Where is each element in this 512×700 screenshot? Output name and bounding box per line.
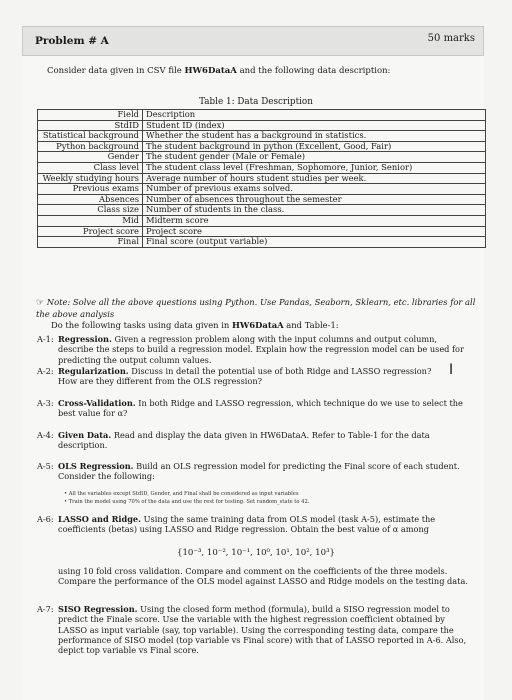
description-cell: Number of students in the class. xyxy=(143,205,486,216)
description-cell: Description xyxy=(143,110,486,121)
field-cell: Gender xyxy=(38,152,143,163)
ols-bullet-list xyxy=(64,490,309,506)
task-a1: A-1: Regression. Given a regression problem along with the input columns and output column, describe the steps to build a regression model. Explain how the regression model can be used for predicting the output column values. xyxy=(37,334,464,365)
description-cell: The student gender (Male or Female) xyxy=(143,152,486,163)
task-a4: A-4: Given Data. Read and display the data given in HW6DataA. Refer to Table-1 for the data description. xyxy=(37,430,430,451)
task-a6: A-6: LASSO and Ridge. Using the same training data from OLS model (task A-5), estimate the coefficients (betas) using LASSO and Ridge regression. Obtain the best value of α among xyxy=(37,514,436,535)
table-row xyxy=(38,152,486,163)
problem-title: Problem # A xyxy=(35,35,109,47)
field-cell: Class level xyxy=(38,162,143,173)
description-cell: Final score (output variable) xyxy=(143,237,486,248)
alpha-set: {10⁻³, 10⁻², 10⁻¹, 10⁰, 10¹, 10², 10³} xyxy=(177,548,335,558)
field-cell: Mid xyxy=(38,215,143,226)
python-note: ☞ Note: Solve all the above questions using Python. Use Pandas, Seaborn, Sklearn, etc. libraries for all the above analysis xyxy=(36,297,476,319)
field-cell: Final xyxy=(38,237,143,248)
table-row xyxy=(38,110,486,121)
intro-text: Consider data given in CSV file HW6DataA and the following data description: xyxy=(47,66,391,76)
field-cell: Field xyxy=(38,110,143,121)
description-cell: Midterm score xyxy=(143,215,486,226)
problem-header xyxy=(22,26,484,56)
task-a6-continued: using 10 fold cross validation. Compare and comment on the coefficients of the three models. Compare the performance of the OLS model against LASSO and Ridge models on the testing data. xyxy=(58,566,468,587)
task-a2: A-2: Regularization. Discuss in detail the potential use of both Ridge and LASSO regression? How are they different from the OLS regression? xyxy=(37,366,432,387)
table-row xyxy=(38,237,486,248)
table-row xyxy=(38,131,486,142)
task-a5: A-5: OLS Regression. Build an OLS regression model for predicting the Final score of each student. Consider the following: xyxy=(37,461,460,482)
field-cell: Project score xyxy=(38,226,143,237)
field-cell: Statistical background xyxy=(38,131,143,142)
field-cell: Previous exams xyxy=(38,184,143,195)
description-cell: Number of previous exams solved. xyxy=(143,184,486,195)
field-cell: StdID xyxy=(38,120,143,131)
description-cell: The student class level (Freshman, Sophomore, Junior, Senior) xyxy=(143,162,486,173)
marks-label: 50 marks xyxy=(427,33,475,44)
description-cell: Student ID (index) xyxy=(143,120,486,131)
table-row xyxy=(38,226,486,237)
table-row xyxy=(38,120,486,131)
list-item: • All the variables except StdID, Gender, and Final shall be considered as input variables xyxy=(64,491,299,497)
table-row xyxy=(38,184,486,195)
table-row xyxy=(38,162,486,173)
description-cell: Whether the student has a background in statistics. xyxy=(143,131,486,142)
field-cell: Absences xyxy=(38,194,143,205)
text-cursor-icon: I xyxy=(449,362,454,378)
field-cell: Class size xyxy=(38,205,143,216)
table-row xyxy=(38,215,486,226)
description-cell: The student background in python (Excellent, Good, Fair) xyxy=(143,141,486,152)
table-row xyxy=(38,173,486,184)
table-row xyxy=(38,194,486,205)
description-cell: Project score xyxy=(143,226,486,237)
list-item: • Train the model using 70% of the data and use the rest for testing. Set random_state to 42. xyxy=(64,499,310,505)
table-row xyxy=(38,141,486,152)
table-row xyxy=(38,205,486,216)
task-instructions: Do the following tasks using data given in HW6DataA and Table-1: xyxy=(51,320,339,330)
field-cell: Python background xyxy=(38,141,143,152)
table-caption: Table 1: Data Description xyxy=(199,97,313,107)
description-cell: Average number of hours student studies per week. xyxy=(143,173,486,184)
task-a3: A-3: Cross-Validation. In both Ridge and LASSO regression, which technique do we use to select the best value for α? xyxy=(37,398,463,419)
field-cell: Weekly studying hours xyxy=(38,173,143,184)
data-description-table xyxy=(37,109,486,248)
task-a7: A-7: SISO Regression. Using the closed form method (formula), build a SISO regression model to predict the Finale score. Use the variable with the highest regression coefficient obtained by LASSO as input variable (say, top variable). Using the corresponding testing data, compare the performance of SISO model (top variable vs Final score) with that of LASSO reported in A-6. Also, depict top variable vs Final score. xyxy=(37,604,467,656)
description-cell: Number of absences throughout the semester xyxy=(143,194,486,205)
pointing-hand-icon: ☞ xyxy=(36,298,45,308)
